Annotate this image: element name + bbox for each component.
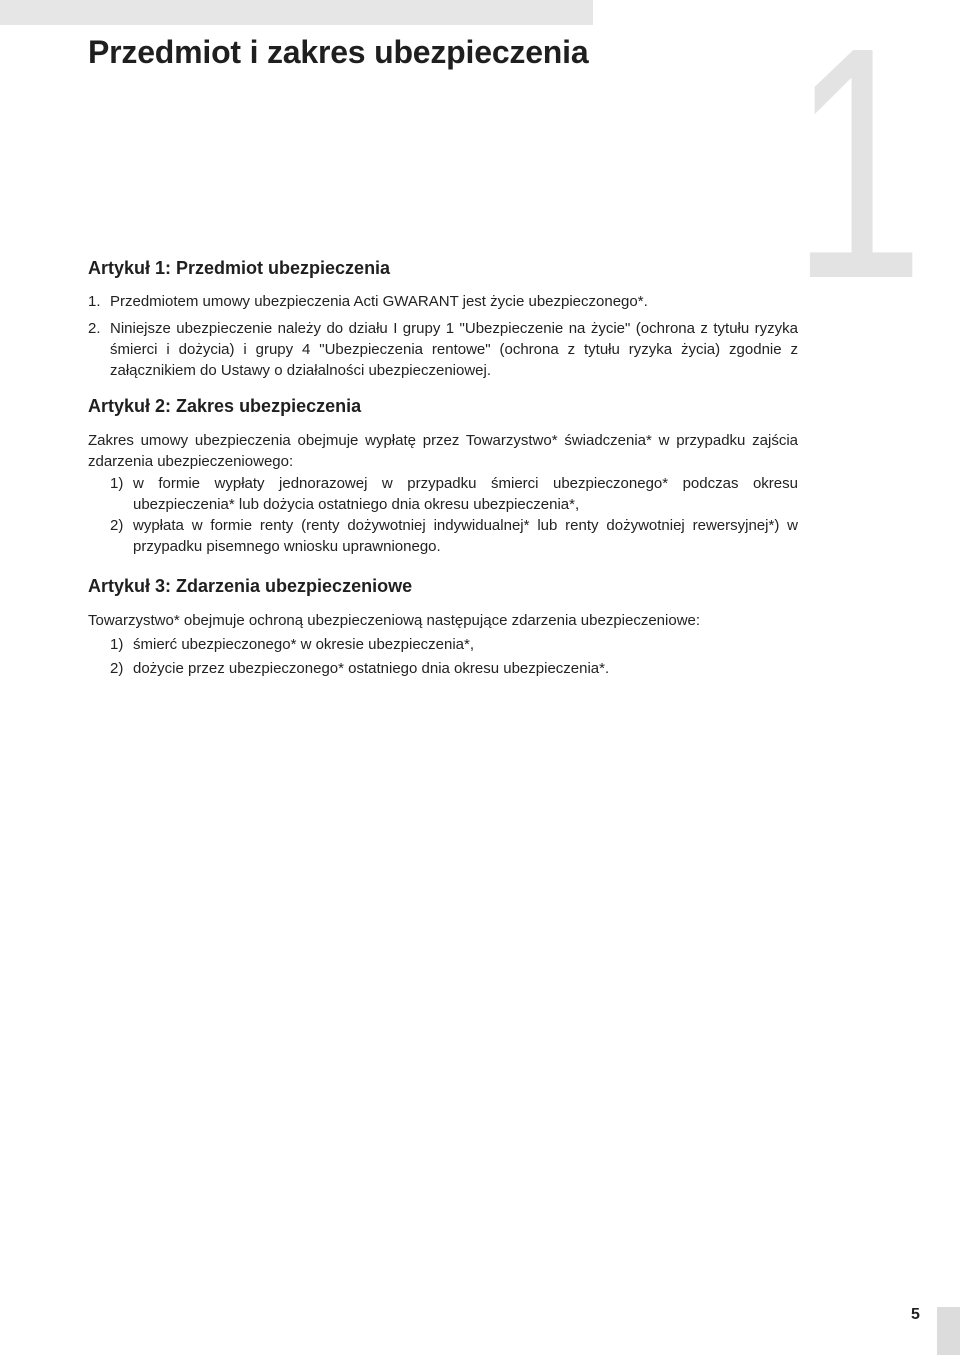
article-3-intro: Towarzystwo* obejmuje ochroną ubezpieczeniową następujące zdarzenia ubezpieczeniowe: [88,612,701,629]
article-2-item-2-number: 2) [110,517,124,534]
article-3-item-1-number: 1) [110,636,124,653]
header-bar [0,0,593,25]
article-2-item-1-number: 1) [110,475,124,492]
article-3-item-1-text: śmierć ubezpieczonego* w okresie ubezpieczenia*, [133,636,475,653]
chapter-number: 1 [792,0,910,347]
article-3-item-2-text: dożycie przez ubezpieczonego* ostatniego dnia okresu ubezpieczenia*. [133,660,610,677]
article-2-item-2-text: wypłata w formie renty (renty dożywotniej indywidualnej* lub renty dożywotniej rewersyjnej*) w przypadku pisemnego wniosku uprawnionego. [133,517,798,555]
page-number: 5 [911,1306,920,1323]
article-1-heading: Artykuł 1: Przedmiot ubezpieczenia [88,258,391,278]
article-2-intro: Zakres umowy ubezpieczenia obejmuje wypłatę przez Towarzystwo* świadczenia* w przypadku zajścia zdarzenia ubezpieczeniowego: [88,432,798,470]
article-1-item-2-text: Niniejsze ubezpieczenie należy do działu I grupy 1 "Ubezpieczenie na życie" (ochrona z tytułu ryzyka śmierci i dożycia) i grupy 4 "Ubezpieczenia rentowe" (ochrona z tytułu ryzyka życia) zgodnie z załącznikiem do Ustawy o działalności ubezpieczeniowej. [110,320,798,379]
article-3-heading: Artykuł 3: Zdarzenia ubezpieczeniowe [88,576,413,596]
article-3-item-2-number: 2) [110,660,124,677]
article-1-item-2-number: 2. [88,320,101,337]
article-1-item-1-number: 1. [88,293,101,310]
chapter-title: Przedmiot i zakres ubezpieczenia [88,34,589,70]
page-tab [937,1307,960,1355]
article-2-item-1-text: w formie wypłaty jednorazowej w przypadku śmierci ubezpieczonego* podczas okresu ubezpieczenia* lub dożycia ostatniego dnia okresu ubezpieczenia*, [133,475,798,513]
article-1-item-1-text: Przedmiotem umowy ubezpieczenia Acti GWARANT jest życie ubezpieczonego*. [110,293,648,310]
article-2-heading: Artykuł 2: Zakres ubezpieczenia [88,396,362,416]
